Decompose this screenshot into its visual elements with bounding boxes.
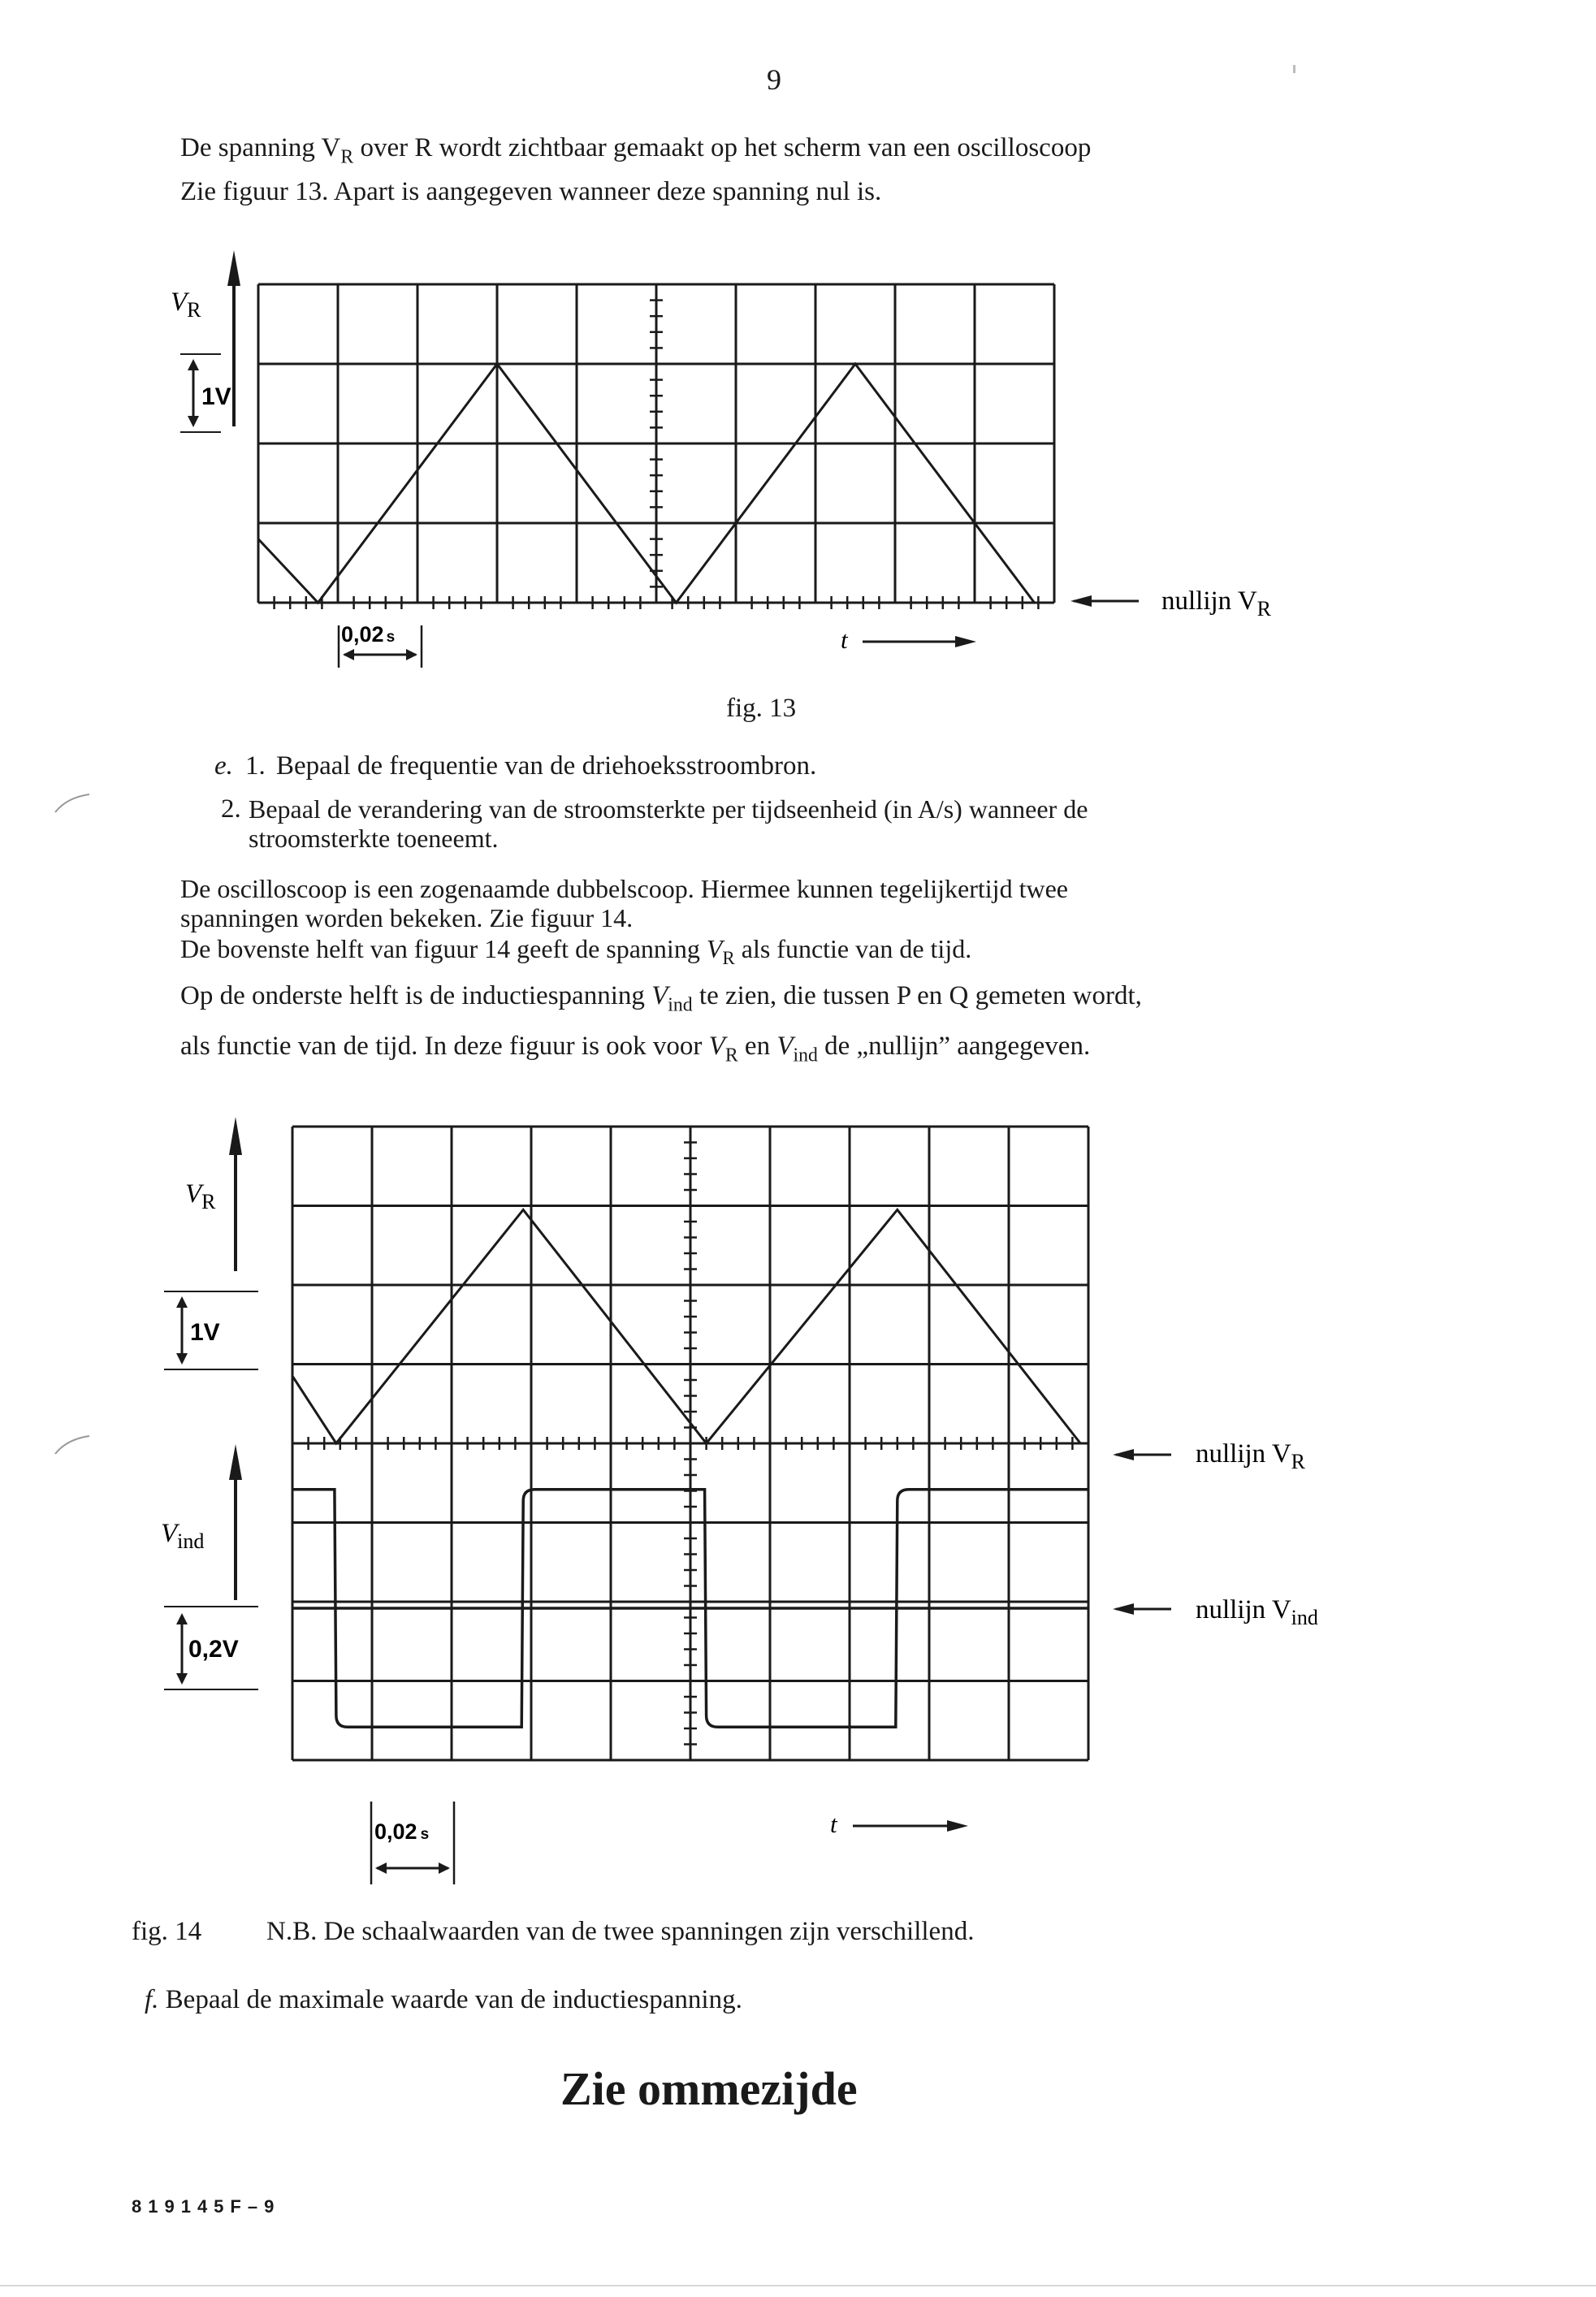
question-e2-line2: stroomsterkte toeneemt. [249, 824, 499, 853]
fig13-scale-v: 1V [201, 383, 231, 410]
para-line-4: Op de onderste helft is de inductiespanning $V_{ind}$ te zien, die tussen P en Q gemeten wordt, [180, 981, 1142, 1016]
fig14-time-arrow-icon [947, 1820, 968, 1832]
fig13-axis-arrow-icon [227, 250, 240, 286]
question-e-label: e. [214, 751, 233, 781]
fig14-vind-scale-down-icon [176, 1673, 188, 1685]
zie-ommezijde: Zie ommezijde [560, 2062, 858, 2115]
fig13-vr-trace [258, 364, 1035, 603]
para-line-3: De bovenste helft van figuur 14 geeft de spanning $V_R$ als functie van de tijd. [180, 934, 972, 969]
fig14-caption: fig. 14 [132, 1917, 202, 1946]
fig14-vind-axis-arrow-icon [229, 1444, 242, 1480]
fig13-axis-label: $V_R$ [171, 288, 201, 322]
scan-speck [1293, 65, 1295, 73]
footer-code: 819145F–9 [132, 2196, 281, 2217]
page-number: 9 [767, 63, 781, 96]
fig14-vr-trace [292, 1209, 1080, 1443]
fig14-tscale-right-icon [439, 1862, 450, 1874]
fig14-vind-scale-up-icon [176, 1613, 188, 1624]
fig14-vind-label: $V_{ind}$ [161, 1519, 205, 1553]
fig13-time-symbol: t [841, 625, 848, 654]
figure-13 [146, 236, 1332, 731]
figure-14 [146, 1105, 1413, 1933]
fig13-scale-up-icon [188, 359, 199, 370]
para-line-2: spanningen worden bekeken. Zie figuur 14. [180, 903, 634, 932]
fig14-vr-scale-up-icon [176, 1296, 188, 1308]
fig13-tscale-label: 0,02 s [341, 622, 396, 647]
fig14-vind-scale: 0,2V [188, 1636, 239, 1663]
fig14-tscale-left-icon [375, 1862, 387, 1874]
scan-punch-marks [49, 780, 114, 1462]
fig14-tscale-label: 0,02 s [374, 1819, 430, 1844]
fig13-time-arrow-icon [955, 636, 976, 647]
fig14-nullijn-vind-label: nullijn $V_{ind}$ [1196, 1595, 1318, 1629]
question-e1-num: 1. [245, 751, 266, 781]
fig14-nullijn-vr-label: nullijn $V_R$ [1196, 1439, 1306, 1473]
fig14-vr-scale: 1V [190, 1319, 220, 1346]
question-e2-num: 2. [221, 794, 241, 824]
fig14-vr-axis-arrow-icon [229, 1117, 242, 1155]
fig14-vr-scale-down-icon [176, 1353, 188, 1365]
fig13-scale-down-icon [188, 416, 199, 427]
fig14-vr-label: $V_R$ [185, 1179, 216, 1213]
fig14-time-symbol: t [830, 1810, 837, 1838]
fig14-nullijn-vr-arrow-icon [1113, 1449, 1134, 1460]
para-line-1: De oscilloscoop is een zogenaamde dubbelscoop. Hiermee kunnen tegelijkertijd twee [180, 874, 1068, 903]
fig14-nullijn-vind-arrow-icon [1113, 1603, 1134, 1615]
fig13-tscale-right-icon [406, 649, 417, 660]
question-e2-line1: Bepaal de verandering van de stroomsterkte per tijdseenheid (in A/s) wanneer de [249, 794, 1088, 824]
intro-line-2: Zie figuur 13. Apart is aangegeven wanneer deze spanning nul is. [180, 177, 882, 206]
fig13-nullijn-arrow-icon [1070, 595, 1092, 607]
intro-line-1: De spanning $V_R$ over R wordt zichtbaar gemaakt op het scherm van een oscilloscoop [180, 133, 1092, 168]
fig13-caption: fig. 13 [726, 694, 797, 723]
scan-bottom-edge [0, 2285, 1596, 2286]
fig14-note: N.B. De schaalwaarden van de twee spanningen zijn verschillend. [266, 1917, 975, 1946]
question-f: f. Bepaal de maximale waarde van de inductiespanning. [145, 1985, 742, 2014]
fig13-tscale-left-icon [343, 649, 354, 660]
fig13-nullijn-label: nullijn $V_R$ [1161, 586, 1272, 621]
para-line-5: als functie van de tijd. In deze figuur is ook voor $V_R$ en $V_{ind}$ de „nullijn” aangegeven. [180, 1032, 1091, 1066]
